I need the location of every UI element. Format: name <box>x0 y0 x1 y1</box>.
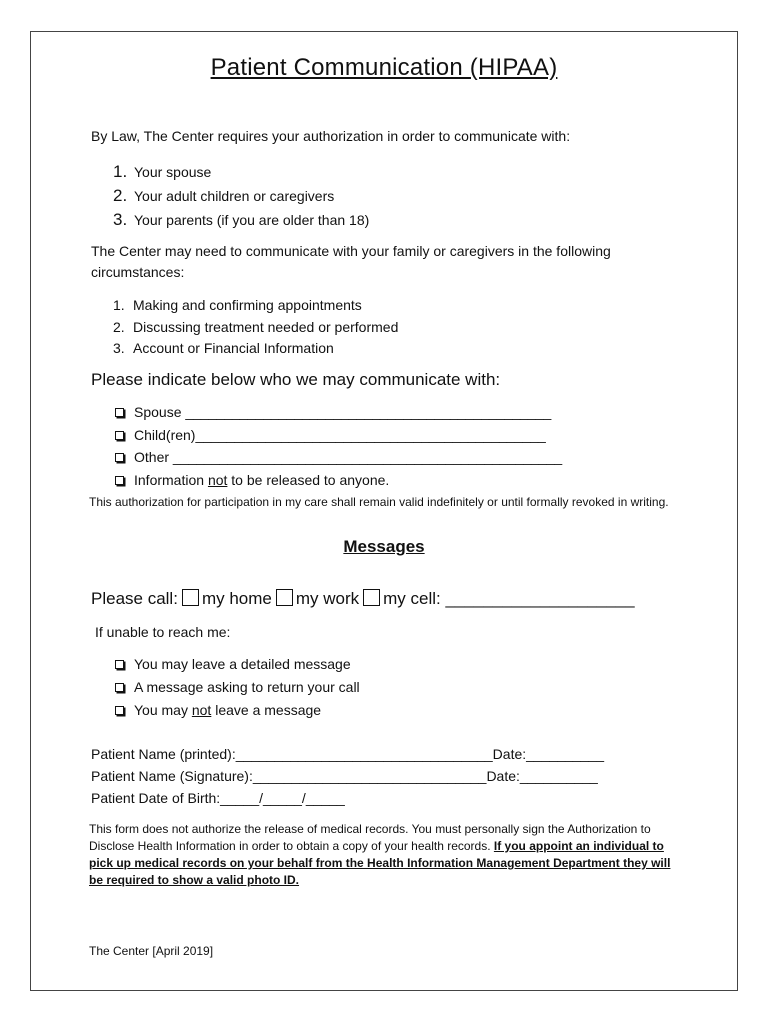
no-release-label-pre: Information <box>134 472 208 488</box>
list-number: 3. <box>113 210 128 229</box>
list-item-text: Making and confirming appointments <box>133 297 362 313</box>
children-checkbox[interactable] <box>115 431 124 440</box>
call-preferences <box>91 589 635 609</box>
work-checkbox[interactable] <box>276 589 293 606</box>
list-number: 2. <box>113 319 125 335</box>
validity-statement: This authorization for participation in my care shall remain valid indefinitely or until formally revoked in writing. <box>89 495 669 509</box>
no-message-option[interactable] <box>115 702 321 718</box>
other-checkbox[interactable] <box>115 453 124 462</box>
no-message-label-pre: You may <box>134 702 192 718</box>
disclaimer-plain: This form does not authorize the release of medical records. You must personally sign the Authorization to Disclose Health Information in order to obtain a copy of your health records. <box>89 822 651 853</box>
footer-text: The Center [April 2019] <box>89 944 214 958</box>
return-call-label: A message asking to return your call <box>134 679 360 695</box>
list-item-text: Your adult children or caregivers <box>134 188 335 204</box>
list-item-text: Discussing treatment needed or performed <box>133 319 399 335</box>
list-item <box>113 210 369 230</box>
spouse-checkbox[interactable] <box>115 408 124 417</box>
detailed-message-option[interactable] <box>115 656 351 672</box>
unable-text: If unable to reach me: <box>95 624 231 640</box>
list-item <box>113 340 334 356</box>
other-option[interactable] <box>115 449 562 465</box>
cell-checkbox[interactable] <box>363 589 380 606</box>
list-number: 3. <box>113 340 125 356</box>
messages-heading: Messages <box>343 537 425 556</box>
circumstances-intro: The Center may need to communicate with your family or caregivers in the following circumstances: <box>91 243 611 280</box>
page-title: Patient Communication (HIPAA) <box>210 54 558 81</box>
disclaimer <box>89 821 684 889</box>
no-message-label-post: leave a message <box>211 702 322 718</box>
detailed-message-label: You may leave a detailed message <box>134 656 351 672</box>
list-item-text: Account or Financial Information <box>133 340 334 356</box>
work-label: my work <box>295 589 360 608</box>
date-of-birth-line[interactable]: Patient Date of Birth:_____/_____/_____ <box>91 790 345 806</box>
spouse-label: Spouse _______________________________________________ <box>134 404 552 420</box>
list-item <box>113 162 211 182</box>
list-item-text: Your parents (if you are older than 18) <box>134 212 370 228</box>
list-item-text: Your spouse <box>134 164 212 180</box>
disclaimer-bold: If you appoint an individual to pick up medical records on your behalf from the Health Information Management Department they will be required to show a valid photo ID. <box>89 839 671 887</box>
list-item <box>113 319 398 335</box>
no-release-option[interactable] <box>115 472 389 488</box>
children-option[interactable] <box>115 427 546 443</box>
form-page <box>30 31 738 991</box>
return-call-option[interactable] <box>115 679 360 695</box>
cell-label: my cell: ____________________ <box>383 589 635 608</box>
call-label: Please call: <box>91 589 178 608</box>
indicate-heading: Please indicate below who we may communicate with: <box>91 370 501 389</box>
list-number: 1. <box>113 162 128 181</box>
list-item <box>113 186 334 206</box>
no-release-checkbox[interactable] <box>115 476 124 485</box>
list-number: 2. <box>113 186 128 205</box>
signature-line[interactable]: Patient Name (Signature):______________________________Date:__________ <box>91 768 598 784</box>
intro-text: By Law, The Center requires your authorization in order to communicate with: <box>91 128 571 144</box>
return-call-checkbox[interactable] <box>115 683 124 692</box>
no-release-label-not: not <box>207 472 228 488</box>
home-checkbox[interactable] <box>182 589 199 606</box>
spouse-option[interactable] <box>115 404 551 420</box>
no-message-checkbox[interactable] <box>115 706 124 715</box>
home-label: my home <box>201 589 272 608</box>
list-item <box>113 297 362 313</box>
no-message-label-not: not <box>191 702 212 718</box>
children-label: Child(ren)_____________________________________________ <box>134 427 546 443</box>
list-number: 1. <box>113 297 125 313</box>
other-label: Other __________________________________________________ <box>134 449 563 465</box>
printed-name-line[interactable]: Patient Name (printed):_________________________________Date:__________ <box>91 746 604 762</box>
detailed-message-checkbox[interactable] <box>115 660 124 669</box>
no-release-label-post: to be released to anyone. <box>227 472 390 488</box>
